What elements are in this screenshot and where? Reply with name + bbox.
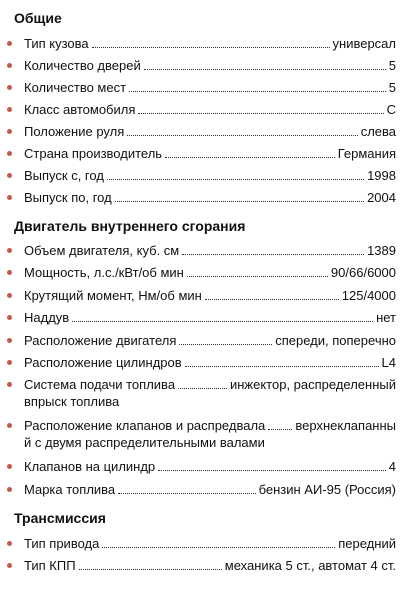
spec-label: Объем двигателя, куб. см (24, 243, 180, 258)
spec-value-continuation: впрыск топлива (24, 394, 120, 409)
bullet-icon (7, 151, 12, 156)
spec-value: инжектор, распределенный (229, 377, 396, 392)
dot-leader (118, 483, 255, 494)
dot-leader (138, 103, 383, 114)
bullet-icon (7, 41, 12, 46)
spec-value: 1998 (367, 168, 396, 183)
spec-label: Тип КПП (24, 558, 76, 573)
spec-value: 4 (388, 459, 396, 474)
bullet-icon (7, 487, 12, 492)
spec-label: Положение руля (24, 124, 125, 139)
dot-leader (182, 244, 364, 255)
dot-leader (115, 191, 364, 202)
spec-label: Расположение клапанов и распредвала (24, 418, 266, 433)
section-title-engine: Двигатель внутреннего сгорания (14, 218, 246, 234)
spec-label: Система подачи топлива (24, 377, 176, 392)
spec-value: C (386, 102, 396, 117)
spec-label: Расположение двигателя (24, 333, 177, 348)
spec-label: Тип кузова (24, 36, 89, 51)
spec-value: универсал (332, 36, 396, 51)
bullet-icon (7, 270, 12, 275)
bullet-icon (7, 423, 12, 428)
spec-value: 5 (388, 58, 396, 73)
spec-value: бензин АИ-95 (Россия) (258, 482, 396, 497)
bullet-icon (7, 195, 12, 200)
spec-label: Марка топлива (24, 482, 116, 497)
section-title-general: Общие (14, 10, 62, 26)
spec-value: 2004 (367, 190, 396, 205)
dot-leader (79, 559, 222, 570)
spec-value: верхнеклапанны (295, 418, 396, 433)
dot-leader (102, 537, 335, 548)
dot-leader (268, 419, 292, 430)
dot-leader (187, 266, 328, 277)
bullet-icon (7, 63, 12, 68)
dot-leader (158, 460, 386, 471)
spec-label: Мощность, л.с./кВт/об мин (24, 265, 184, 280)
bullet-icon (7, 107, 12, 112)
dot-leader (179, 334, 272, 345)
bullet-icon (7, 338, 12, 343)
spec-label: Наддув (24, 310, 70, 325)
dot-leader (72, 311, 373, 322)
bullet-icon (7, 85, 12, 90)
spec-value: 1389 (367, 243, 396, 258)
dot-leader (165, 147, 335, 158)
bullet-icon (7, 315, 12, 320)
dot-leader (185, 356, 379, 367)
spec-value: 5 (388, 80, 396, 95)
spec-value: L4 (381, 355, 396, 370)
spec-label: Тип привода (24, 536, 100, 551)
spec-label: Класс автомобиля (24, 102, 136, 117)
spec-label: Количество дверей (24, 58, 141, 73)
spec-value: Германия (337, 146, 396, 161)
dot-leader (144, 59, 386, 70)
dot-leader (127, 125, 357, 136)
spec-row (0, 377, 404, 411)
spec-value: 125/4000 (341, 288, 396, 303)
bullet-icon (7, 293, 12, 298)
spec-value: нет (376, 310, 396, 325)
bullet-icon (7, 129, 12, 134)
spec-value-continuation: й с двумя распределительными валами (24, 435, 265, 450)
spec-row (0, 418, 404, 452)
bullet-icon (7, 464, 12, 469)
spec-label: Крутящий момент, Нм/об мин (24, 288, 202, 303)
bullet-icon (7, 382, 12, 387)
spec-label: Количество мест (24, 80, 127, 95)
bullet-icon (7, 563, 12, 568)
spec-label: Страна производитель (24, 146, 163, 161)
spec-label: Выпуск с, год (24, 168, 104, 183)
spec-label: Клапанов на цилиндр (24, 459, 156, 474)
dot-leader (129, 81, 386, 92)
bullet-icon (7, 173, 12, 178)
spec-label: Выпуск по, год (24, 190, 112, 205)
dot-leader (205, 289, 339, 300)
dot-leader (92, 37, 330, 48)
spec-value: слева (360, 124, 396, 139)
bullet-icon (7, 541, 12, 546)
spec-value: 90/66/6000 (330, 265, 396, 280)
bullet-icon (7, 248, 12, 253)
spec-value: механика 5 ст., автомат 4 ст. (224, 558, 396, 573)
spec-value: передний (338, 536, 396, 551)
spec-value: спереди, поперечно (275, 333, 396, 348)
spec-label: Расположение цилиндров (24, 355, 182, 370)
bullet-icon (7, 360, 12, 365)
dot-leader (178, 378, 227, 389)
dot-leader (107, 169, 364, 180)
section-title-transmission: Трансмиссия (14, 510, 106, 526)
